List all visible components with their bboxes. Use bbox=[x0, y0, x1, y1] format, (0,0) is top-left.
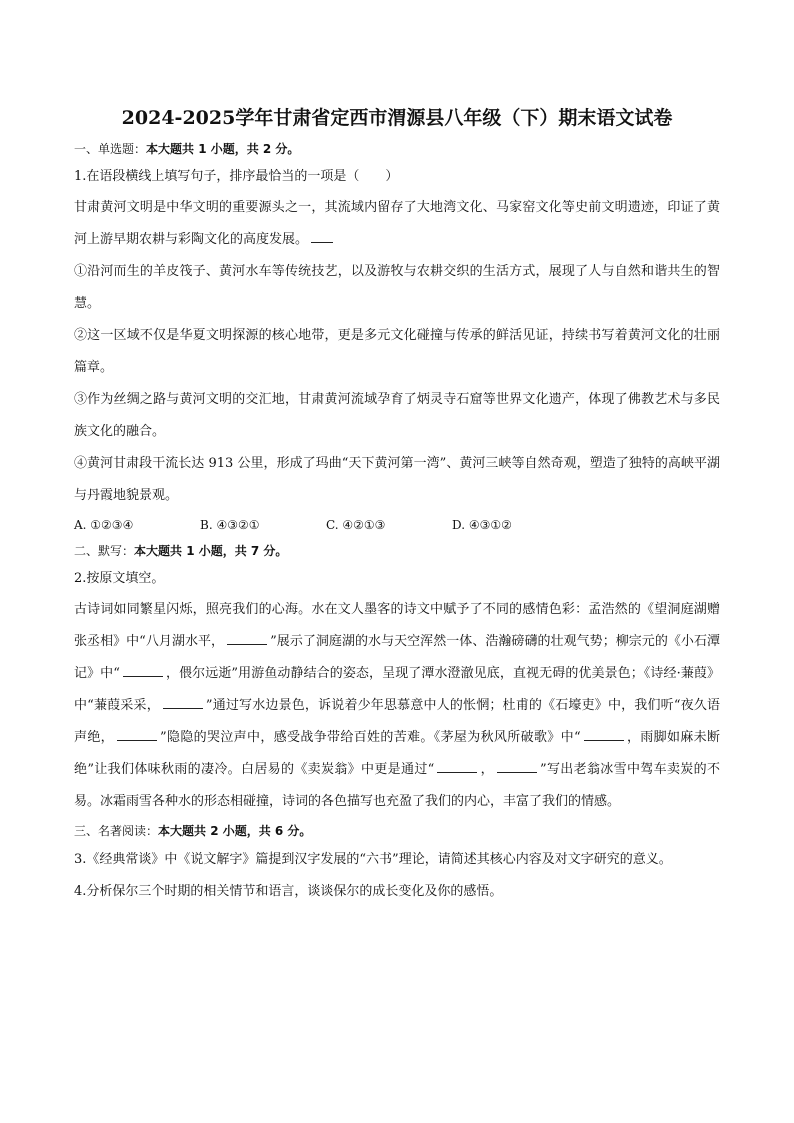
answer-blank[interactable] bbox=[437, 758, 477, 773]
passage-text: ”写出老翁冰雪中驾车卖炭的不易。冰霜雨雪各种水的形态相碰撞，诗词的各色描写也充盈了我们的内心，丰富了我们的情感。 bbox=[74, 762, 720, 809]
passage-text: ”展示了洞庭湖的水与天空浑然一体、浩瀚磅礴的壮观气势；柳宗元的《小石潭记》中“ bbox=[74, 634, 720, 681]
option-c[interactable]: C. ④②①③ bbox=[326, 518, 386, 532]
passage-text: ，雨脚如麻未断绝”让我们体味秋雨的凄冷。白居易的《卖炭翁》中更是通过“ bbox=[74, 730, 720, 777]
option-a[interactable]: A. ①②③④ bbox=[74, 518, 134, 532]
question-2-passage bbox=[74, 594, 720, 818]
passage-text: 甘肃黄河文明是中华文明的重要源头之一，其流域内留存了大地湾文化、马家窑文化等史前文明遗迹，印证了黄河上游早期农耕与彩陶文化的高度发展。 bbox=[74, 200, 720, 247]
section-heading-dictation bbox=[74, 538, 720, 564]
section-heading-single-choice bbox=[74, 136, 720, 162]
exam-title: 2024-2025学年甘肃省定西市渭源县八年级（下）期末语文试卷 bbox=[121, 107, 673, 129]
question-1-item-3: ③作为丝绸之路与黄河文明的交汇地，甘肃黄河流域孕育了炳灵寺石窟等世界文化遗产，体现了佛教艺术与多民族文化的融合。 bbox=[74, 392, 720, 439]
passage-text: ，偎尔远逝”用游鱼动静结合的姿态，呈现了潭水澄澈见底，直视无碍的优美景色；《诗经·蒹葭》中“蒹葭采采， bbox=[74, 666, 720, 713]
passage-text: ， bbox=[480, 762, 494, 777]
question-1-stem: 1.在语段横线上填写句子，排序最恰当的一项是（ ） bbox=[74, 169, 399, 184]
question-1-passage bbox=[74, 192, 720, 256]
question-1-item-2: ②这一区域不仅是华夏文明探源的核心地带，更是多元文化碰撞与传承的鲜活见证，持续书写着黄河文化的壮丽篇章。 bbox=[74, 328, 720, 375]
question-1-item-1: ①沿河而生的羊皮筏子、黄河水车等传统技艺，以及游牧与农耕交织的生活方式，展现了人与自然和谐共生的智慧。 bbox=[74, 264, 720, 311]
section-desc: 本大题共 2 小题，共 6 分。 bbox=[158, 824, 312, 838]
answer-blank[interactable] bbox=[123, 662, 163, 677]
passage-text: ”通过写水边景色，诉说着少年思慕意中人的怅惘；杜甫的《石壕吏》中，我们听“夜久语声绝， bbox=[74, 698, 720, 745]
question-4-stem: 4.分析保尔三个时期的相关情节和语言，谈谈保尔的成长变化及你的感悟。 bbox=[74, 884, 503, 899]
passage-text: ”隐隐的哭泣声中，感受战争带给百姓的苦难。《茅屋为秋风所破歌》中“ bbox=[160, 730, 581, 745]
section-label: 三、名著阅读： bbox=[74, 824, 159, 838]
answer-blank[interactable] bbox=[497, 758, 537, 773]
section-desc: 本大题共 1 小题，共 2 分。 bbox=[146, 142, 300, 156]
section-heading-classics-reading bbox=[74, 818, 720, 844]
answer-blank[interactable] bbox=[117, 726, 157, 741]
option-b[interactable]: B. ④③②① bbox=[200, 518, 260, 532]
option-d[interactable]: D. ④③①② bbox=[452, 518, 512, 532]
section-desc: 本大题共 1 小题，共 7 分。 bbox=[134, 544, 288, 558]
section-label: 二、默写： bbox=[74, 544, 135, 558]
question-1-options bbox=[74, 512, 720, 538]
passage-text: 古诗词如同繁星闪烁，照亮我们的心海。水在文人墨客的诗文中赋予了不同的感情色彩：孟浩然的《望洞庭湖赠张丞相》中“八月湖水平， bbox=[74, 602, 720, 649]
answer-blank bbox=[311, 228, 333, 243]
question-1-item-4: ④黄河甘肃段干流长达 913 公里，形成了玛曲“天下黄河第一湾”、黄河三峡等自然奇观，塑造了独特的高峡平湖与丹霞地貌景观。 bbox=[74, 456, 720, 503]
answer-blank[interactable] bbox=[163, 694, 203, 709]
question-2-stem: 2.按原文填空。 bbox=[74, 571, 165, 586]
answer-blank[interactable] bbox=[227, 630, 267, 645]
question-3-stem: 3.《经典常谈》中《说文解字》篇提到汉字发展的“六书”理论，请简述其核心内容及对文字研究的意义。 bbox=[74, 852, 672, 867]
answer-blank[interactable] bbox=[584, 726, 624, 741]
section-label: 一、单选题： bbox=[74, 142, 147, 156]
